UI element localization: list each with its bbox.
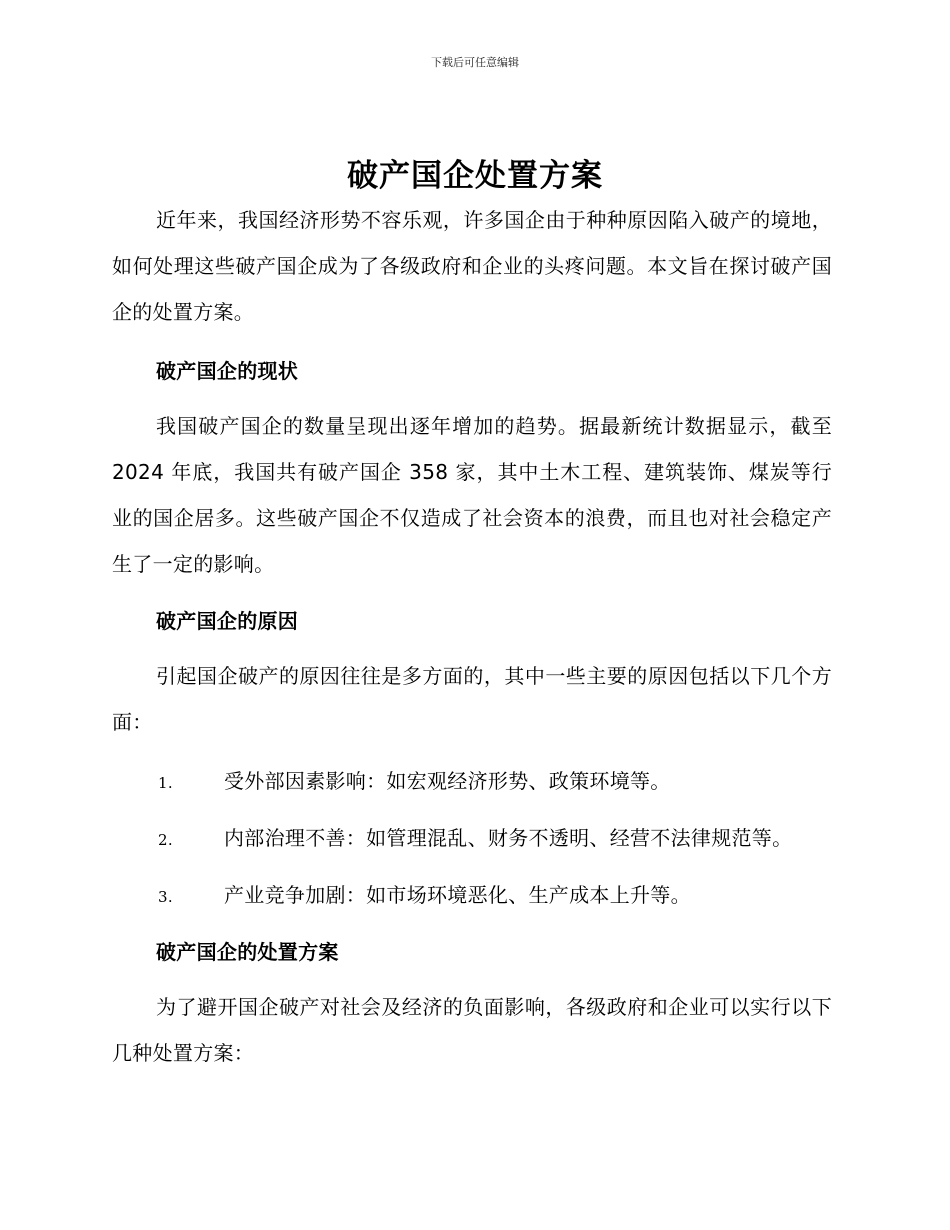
section-heading-disposal: 破产国企的处置方案 <box>156 940 339 964</box>
list-item <box>158 879 838 908</box>
list-text: 受外部因素影响：如宏观经济形势、政策环境等。 <box>224 769 671 793</box>
section-heading-causes: 破产国企的原因 <box>156 609 299 633</box>
document-title: 破产国企处置方案 <box>347 158 603 194</box>
intro-paragraph: 近年来，我国经济形势不容乐观，许多国企由于种种原因陷入破产的境地，如何处理这些破产国企成为了各级政府和企业的头疼问题。本文旨在探讨破产国企的处置方案。 <box>112 208 832 324</box>
section-body-status: 我国破产国企的数量呈现出逐年增加的趋势。据最新统计数据显示，截至 2024 年底，我国共有破产国企 358 家，其中土木工程、建筑装饰、煤炭等行业的国企居多。这些破产国企不仅造成了社会资本的浪费，而且也对社会稳定产生了一定的影响。 <box>112 414 832 576</box>
list-text: 内部治理不善：如管理混乱、财务不透明、经营不法律规范等。 <box>224 826 793 850</box>
list-text: 产业竞争加剧：如市场环境恶化、生产成本上升等。 <box>224 883 691 907</box>
list-number: 1. <box>158 774 173 792</box>
list-item <box>158 765 838 794</box>
list-item <box>158 822 838 851</box>
list-number: 2. <box>158 831 173 849</box>
section-heading-status: 破产国企的现状 <box>156 359 299 383</box>
section-body-disposal: 为了避开国企破产对社会及经济的负面影响，各级政府和企业可以实行以下几种处置方案： <box>112 995 832 1065</box>
section-body-causes: 引起国企破产的原因往往是多方面的，其中一些主要的原因包括以下几个方面： <box>112 664 832 734</box>
header-note: 下载后可任意编辑 <box>431 56 519 69</box>
list-number: 3. <box>158 888 173 906</box>
